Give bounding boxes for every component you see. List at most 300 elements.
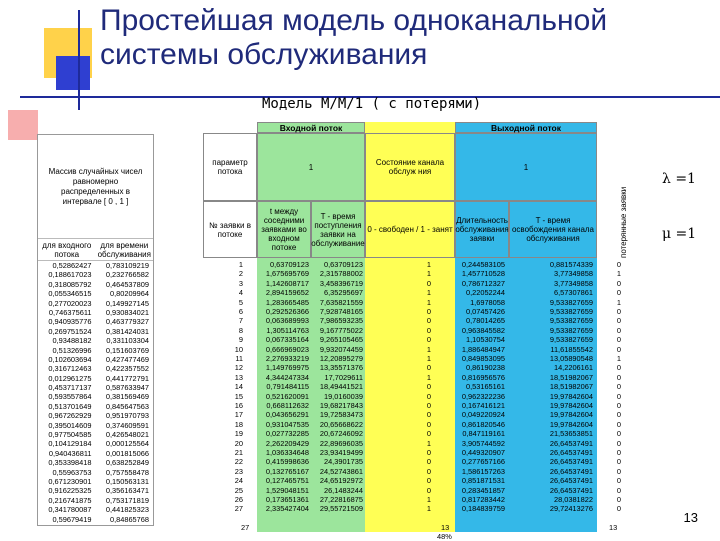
cell-free-time: 3,77349858 [553, 278, 593, 288]
cell-no: 7 [238, 316, 243, 326]
table-row [203, 269, 623, 278]
random-service-value: 0,753171819 [105, 495, 149, 505]
cell-no: 27 [234, 504, 243, 514]
cell-losses: 0 [616, 476, 621, 486]
cell-t: 2,276933219 [265, 354, 309, 363]
cell-state: 0 [426, 278, 431, 288]
random-service-value: 0,84865768 [109, 514, 149, 524]
cell-t: 1,149769975 [265, 363, 309, 373]
list-item [38, 430, 153, 439]
cell-no: 21 [234, 448, 243, 457]
random-input-value: 0,916225325 [48, 486, 92, 496]
random-service-value: 0,000125564 [105, 439, 149, 449]
cell-T: 17,7029611 [324, 372, 363, 382]
cell-losses: 0 [616, 448, 621, 457]
cell-T: 7,635821559 [319, 297, 363, 307]
cell-t: 4,344247334 [265, 372, 309, 382]
cell-T: 24,52743861 [319, 466, 363, 476]
cell-state: 0 [426, 325, 431, 335]
summary-losses: 13 [609, 523, 618, 532]
col-header-t: t между соседними заявками во входном потоке [257, 201, 311, 258]
cell-state: 0 [426, 382, 431, 392]
cell-t: 1,142608717 [265, 278, 309, 288]
cell-t: 0,067335164 [265, 335, 309, 345]
cell-no: 6 [238, 307, 243, 316]
list-item [38, 270, 153, 279]
list-item [38, 355, 153, 364]
random-numbers-rows [38, 261, 153, 524]
random-service-value: 0,587633947 [105, 383, 149, 393]
cell-free-time: 29,72413276 [549, 504, 593, 514]
table-row [203, 326, 623, 335]
cell-T: 20,67246092 [319, 429, 363, 439]
cell-state: 0 [426, 335, 431, 345]
cell-t: 2,894159652 [265, 288, 309, 298]
cell-free-time: 3,77349858 [553, 269, 593, 279]
table-row [203, 345, 623, 354]
random-input-value: 0,104129184 [48, 439, 92, 449]
random-input-value: 0,353398418 [48, 458, 92, 468]
random-input-value: 0,52862427 [52, 261, 92, 270]
cell-free-time: 26,64537491 [549, 448, 593, 457]
cell-state: 1 [426, 495, 431, 504]
list-item [38, 496, 153, 505]
list-item [38, 515, 153, 524]
summary-count: 27 [241, 523, 250, 532]
cell-no: 24 [234, 476, 243, 486]
slide-title: Простейшая модель одноканальной системы обслуживания [100, 4, 608, 71]
cell-T: 6,35295697 [323, 288, 363, 298]
cell-T: 19,68217843 [319, 401, 363, 410]
list-item [38, 317, 153, 326]
random-service-value: 0,374609591 [105, 420, 149, 430]
cell-losses: 0 [616, 504, 621, 514]
col-header-T: T - время поступления заявки на обслуживание [311, 201, 365, 258]
random-service-value: 0,783109219 [105, 261, 149, 270]
table-row [203, 307, 623, 316]
cell-free-time: 26,64537491 [549, 466, 593, 476]
cell-t: 2,335427404 [265, 504, 309, 514]
cell-no: 3 [238, 278, 243, 288]
summary-busy: 13 [441, 523, 450, 532]
random-input-value: 0,51326996 [52, 345, 92, 355]
cell-T: 24,3901735 [323, 457, 363, 467]
cell-t: 0,668112632 [266, 401, 309, 410]
random-input-value: 0,453717137 [48, 383, 92, 393]
simulation-table [203, 122, 635, 541]
list-item [38, 421, 153, 430]
table-row [203, 373, 623, 382]
table-row [203, 363, 623, 372]
cell-duration: 0,847119161 [462, 429, 505, 439]
cell-losses: 0 [616, 485, 621, 495]
random-service-value: 0,464537809 [105, 279, 149, 289]
list-item [38, 280, 153, 289]
cell-T: 26,1483244 [323, 485, 363, 495]
cell-free-time: 6,57307861 [553, 288, 593, 298]
random-service-value: 0,930834021 [105, 307, 149, 317]
cell-duration: 0,277657166 [461, 457, 505, 467]
cell-state: 0 [426, 391, 431, 401]
list-item [38, 289, 153, 298]
cell-free-time: 28,0381822 [553, 495, 593, 504]
cell-free-time: 19,97842604 [549, 401, 593, 410]
random-service-value: 0,356163471 [105, 486, 149, 496]
cell-state: 0 [426, 410, 431, 420]
param-label: параметр потока [203, 133, 257, 201]
cell-t: 1,529048151 [265, 485, 309, 495]
list-item [38, 477, 153, 486]
table-row [203, 486, 623, 495]
cell-state: 1 [426, 372, 431, 382]
cell-losses: 0 [616, 260, 621, 269]
cell-free-time: 19,97842604 [549, 419, 593, 429]
random-input-value: 0,93488182 [52, 336, 92, 346]
param-mu: μ =1 [662, 226, 697, 242]
random-input-value: 0,216741875 [48, 495, 92, 505]
cell-t: 1,305114763 [266, 325, 309, 335]
random-input-value: 0,593557864 [48, 392, 92, 402]
table-row [203, 392, 623, 401]
list-item [38, 411, 153, 420]
list-item [38, 392, 153, 401]
cell-no: 8 [238, 325, 243, 335]
table-row [203, 439, 623, 448]
cell-free-time: 18,51982067 [549, 382, 593, 392]
table-row [203, 467, 623, 476]
list-item [38, 458, 153, 467]
list-item [38, 486, 153, 495]
cell-duration: 0,963845582 [461, 325, 505, 335]
cell-state: 1 [426, 297, 431, 307]
random-service-value: 0,232766582 [105, 270, 149, 280]
col-header-state: 0 - свободен / 1 - занят [365, 201, 455, 258]
cell-losses: 0 [616, 410, 621, 420]
table-row [203, 335, 623, 344]
cell-duration: 0,049220924 [461, 410, 505, 420]
cell-losses: 0 [616, 288, 621, 298]
cell-t: 0,173651361 [265, 495, 309, 504]
cell-t: 0,931047535 [265, 419, 309, 429]
col-header-service: для времени обслуживания [97, 241, 151, 259]
cell-state: 1 [426, 438, 431, 448]
cell-free-time: 19,97842604 [549, 391, 593, 401]
cell-free-time: 9,533827659 [549, 307, 593, 316]
list-item [38, 505, 153, 514]
state-label: Состояние канала обслуж ния [365, 133, 455, 201]
param-out-value: 1 [455, 133, 597, 201]
cell-no: 20 [234, 438, 243, 448]
random-input-value: 0,012961275 [48, 373, 92, 383]
table-row [203, 354, 623, 363]
random-service-value: 0,331103304 [106, 336, 149, 346]
cell-T: 9,167775022 [319, 325, 363, 335]
random-numbers-col-headers [38, 239, 153, 261]
cell-losses: 0 [616, 438, 621, 448]
cell-T: 7,928748165 [319, 307, 363, 316]
cell-state: 0 [426, 307, 431, 316]
cell-state: 1 [426, 354, 431, 363]
cell-state: 1 [426, 344, 431, 354]
cell-t: 0,63709123 [269, 260, 309, 269]
random-input-value: 0,746375611 [48, 307, 92, 317]
cell-t: 0,127465751 [265, 476, 309, 486]
cell-T: 23,93419499 [319, 448, 363, 457]
random-service-value: 0,001815066 [105, 448, 149, 458]
table-row [203, 401, 623, 410]
random-service-value: 0,426548021 [105, 430, 149, 440]
random-numbers-heading: Массив случайных чисел равномерно распределенных в интервале [ 0 , 1 ] [38, 135, 153, 239]
cell-losses: 0 [616, 307, 621, 316]
random-input-value: 0,316712463 [48, 364, 92, 374]
cell-duration: 1,886484947 [461, 344, 505, 354]
decor-blue-square [56, 56, 90, 90]
table-row [203, 382, 623, 391]
cell-free-time: 14,2206161 [553, 363, 593, 373]
random-input-value: 0,977504585 [48, 430, 92, 440]
cell-no: 4 [238, 288, 243, 298]
list-item [38, 346, 153, 355]
cell-duration: 0,962322236 [461, 391, 505, 401]
losses-label: потерянные заявки [619, 186, 628, 258]
cell-T: 9,265105465 [319, 335, 363, 345]
param-in-value: 1 [257, 133, 365, 201]
random-service-value: 0,757558478 [105, 467, 149, 477]
cell-losses: 0 [616, 401, 621, 410]
cell-no: 5 [238, 297, 243, 307]
cell-free-time: 11,61855542 [550, 344, 593, 354]
random-service-value: 0,381569469 [105, 392, 149, 402]
cell-T: 27,22816875 [319, 495, 363, 504]
cell-T: 19,72583473 [319, 410, 363, 420]
list-item [38, 449, 153, 458]
random-numbers-table [37, 134, 154, 526]
cell-duration: 0,849853095 [461, 354, 505, 363]
cell-state: 0 [426, 419, 431, 429]
table-row [203, 316, 623, 325]
cell-duration: 0,244583105 [461, 260, 505, 269]
cell-t: 0,027732285 [265, 429, 309, 439]
cell-state: 0 [426, 429, 431, 439]
cell-duration: 0,283451857 [461, 485, 505, 495]
cell-duration: 0,817283442 [461, 495, 505, 504]
cell-losses: 0 [616, 391, 621, 401]
losses-header [617, 130, 631, 260]
page-number: 13 [683, 510, 698, 525]
random-service-value: 0,638252849 [105, 458, 149, 468]
cell-t: 0,791484115 [266, 382, 309, 392]
cell-no: 22 [234, 457, 243, 467]
table-row [203, 448, 623, 457]
cell-losses: 0 [616, 495, 621, 504]
cell-state: 1 [426, 260, 431, 269]
cell-losses: 0 [616, 457, 621, 467]
cell-T: 7,986593235 [319, 316, 363, 326]
col-header-input: для входного потока [42, 241, 92, 259]
cell-duration: 1,10530754 [465, 335, 505, 345]
cell-losses: 0 [616, 335, 621, 345]
decor-pink-square [8, 110, 38, 140]
table-row [203, 504, 623, 513]
cell-t: 0,132765167 [265, 466, 309, 476]
cell-duration: 1,6978058 [470, 297, 505, 307]
cell-losses: 0 [616, 278, 621, 288]
cell-no: 14 [234, 382, 243, 392]
random-input-value: 0,940935776 [48, 317, 92, 327]
cell-losses: 0 [616, 466, 621, 476]
cell-state: 0 [426, 466, 431, 476]
list-item [38, 383, 153, 392]
random-input-value: 0,967262929 [48, 411, 92, 421]
cell-T: 12,20895279 [319, 354, 363, 363]
cell-no: 17 [234, 410, 243, 420]
cell-losses: 0 [616, 419, 621, 429]
cell-free-time: 9,533827659 [549, 325, 593, 335]
cell-T: 3,458396719 [319, 278, 363, 288]
cell-T: 20,65668622 [319, 419, 363, 429]
random-service-value: 0,150563131 [105, 476, 149, 486]
col-header-no: № заявки в потоке [203, 201, 257, 258]
cell-no: 18 [234, 419, 243, 429]
cell-state: 0 [426, 401, 431, 410]
table-row [203, 476, 623, 485]
cell-free-time: 26,64537491 [549, 457, 593, 467]
random-service-value: 0,463779327 [105, 317, 149, 327]
cell-free-time: 26,64537491 [549, 476, 593, 486]
cell-duration: 0,851871531 [461, 476, 505, 486]
table-row [203, 279, 623, 288]
random-service-value: 0,80209964 [109, 289, 149, 299]
cell-duration: 0,861820546 [461, 419, 505, 429]
cell-T: 19,0160039 [323, 391, 363, 401]
list-item [38, 327, 153, 336]
table-row [203, 260, 623, 269]
cell-t: 1,283665485 [265, 297, 309, 307]
random-input-value: 0,277020023 [48, 298, 92, 308]
cell-duration: 0,167416121 [461, 401, 505, 410]
table-row [203, 298, 623, 307]
cell-no: 11 [235, 354, 243, 363]
param-lambda: λ =1 [662, 171, 696, 187]
random-input-value: 0,395014609 [48, 420, 92, 430]
random-service-value: 0,422357552 [105, 364, 149, 374]
cell-losses: 0 [616, 325, 621, 335]
table-row [203, 420, 623, 429]
random-service-value: 0,151603769 [105, 345, 149, 355]
cell-free-time: 13,05890548 [549, 354, 593, 363]
table-row [203, 410, 623, 419]
list-item [38, 402, 153, 411]
col-header-duration: Длительность обслуживания заявки [455, 201, 509, 258]
random-input-value: 0,188617023 [48, 270, 92, 280]
list-item [38, 468, 153, 477]
cell-no: 9 [238, 335, 243, 345]
cell-t: 0,666969023 [265, 344, 309, 354]
random-input-value: 0,341780087 [48, 505, 92, 515]
table-row [203, 457, 623, 466]
random-service-value: 0,441825323 [105, 505, 149, 515]
cell-t: 1,675695769 [265, 269, 309, 279]
cell-no: 13 [234, 372, 243, 382]
list-item [38, 261, 153, 270]
cell-no: 1 [238, 260, 243, 269]
cell-no: 23 [234, 466, 243, 476]
decor-vertical-line [78, 10, 80, 110]
cell-free-time: 26,64537491 [549, 485, 593, 495]
cell-T: 22,89696035 [319, 438, 363, 448]
cell-losses: 0 [616, 363, 621, 373]
cell-losses: 1 [616, 354, 621, 363]
random-service-value: 0,951970793 [105, 411, 149, 421]
cell-free-time: 9,533827659 [549, 335, 593, 345]
cell-duration: 1,457710528 [461, 269, 505, 279]
group-header-input: Входной поток [257, 122, 365, 133]
cell-state: 1 [426, 504, 431, 514]
cell-t: 1,036334648 [265, 448, 309, 457]
list-item [38, 308, 153, 317]
random-input-value: 0,269751524 [48, 326, 92, 336]
random-service-value: 0,845647563 [105, 401, 149, 411]
cell-T: 13,35571376 [319, 363, 363, 373]
list-item [38, 439, 153, 448]
cell-no: 15 [234, 391, 243, 401]
random-service-value: 0,381424031 [105, 326, 149, 336]
cell-losses: 0 [616, 372, 621, 382]
cell-T: 24,65192972 [319, 476, 363, 486]
cell-duration: 0,22052244 [465, 288, 505, 298]
random-input-value: 0,940436811 [48, 448, 92, 458]
cell-no: 19 [234, 429, 243, 439]
random-input-value: 0,055346515 [48, 289, 92, 299]
cell-state: 1 [426, 288, 431, 298]
table-row [203, 495, 623, 504]
table-row [203, 288, 623, 297]
list-item [38, 299, 153, 308]
random-service-value: 0,427477469 [105, 354, 149, 364]
cell-duration: 0,786712327 [461, 278, 505, 288]
cell-duration: 0,07457426 [465, 307, 505, 316]
cell-state: 1 [426, 269, 431, 279]
cell-losses: 0 [616, 429, 621, 439]
cell-free-time: 18,51982067 [549, 372, 593, 382]
cell-no: 10 [234, 344, 243, 354]
list-item [38, 336, 153, 345]
cell-state: 0 [426, 448, 431, 457]
cell-t: 0,043656291 [265, 410, 309, 420]
list-item [38, 364, 153, 373]
cell-T: 0,63709123 [323, 260, 363, 269]
random-input-value: 0,59679419 [52, 514, 92, 524]
cell-free-time: 19,97842604 [549, 410, 593, 420]
cell-duration: 1,586157263 [461, 466, 505, 476]
cell-losses: 0 [616, 382, 621, 392]
cell-T: 9,932074459 [319, 344, 363, 354]
cell-duration: 0,78014265 [465, 316, 505, 326]
cell-duration: 3,905744592 [461, 438, 505, 448]
cell-duration: 0,86190238 [465, 363, 505, 373]
cell-T: 2,315788002 [319, 269, 363, 279]
cell-T: 18,49441521 [319, 382, 363, 392]
cell-t: 0,521620091 [265, 391, 309, 401]
random-input-value: 0,671230901 [48, 476, 92, 486]
cell-free-time: 26,64537491 [549, 438, 593, 448]
col-header-free-time: T - время освобождения канала обслуживания [509, 201, 597, 258]
random-service-value: 0,441772791 [105, 373, 149, 383]
random-service-value: 0,149927145 [105, 298, 149, 308]
cell-state: 0 [426, 476, 431, 486]
cell-free-time: 9,533827659 [549, 297, 593, 307]
random-input-value: 0,513701649 [48, 401, 92, 411]
